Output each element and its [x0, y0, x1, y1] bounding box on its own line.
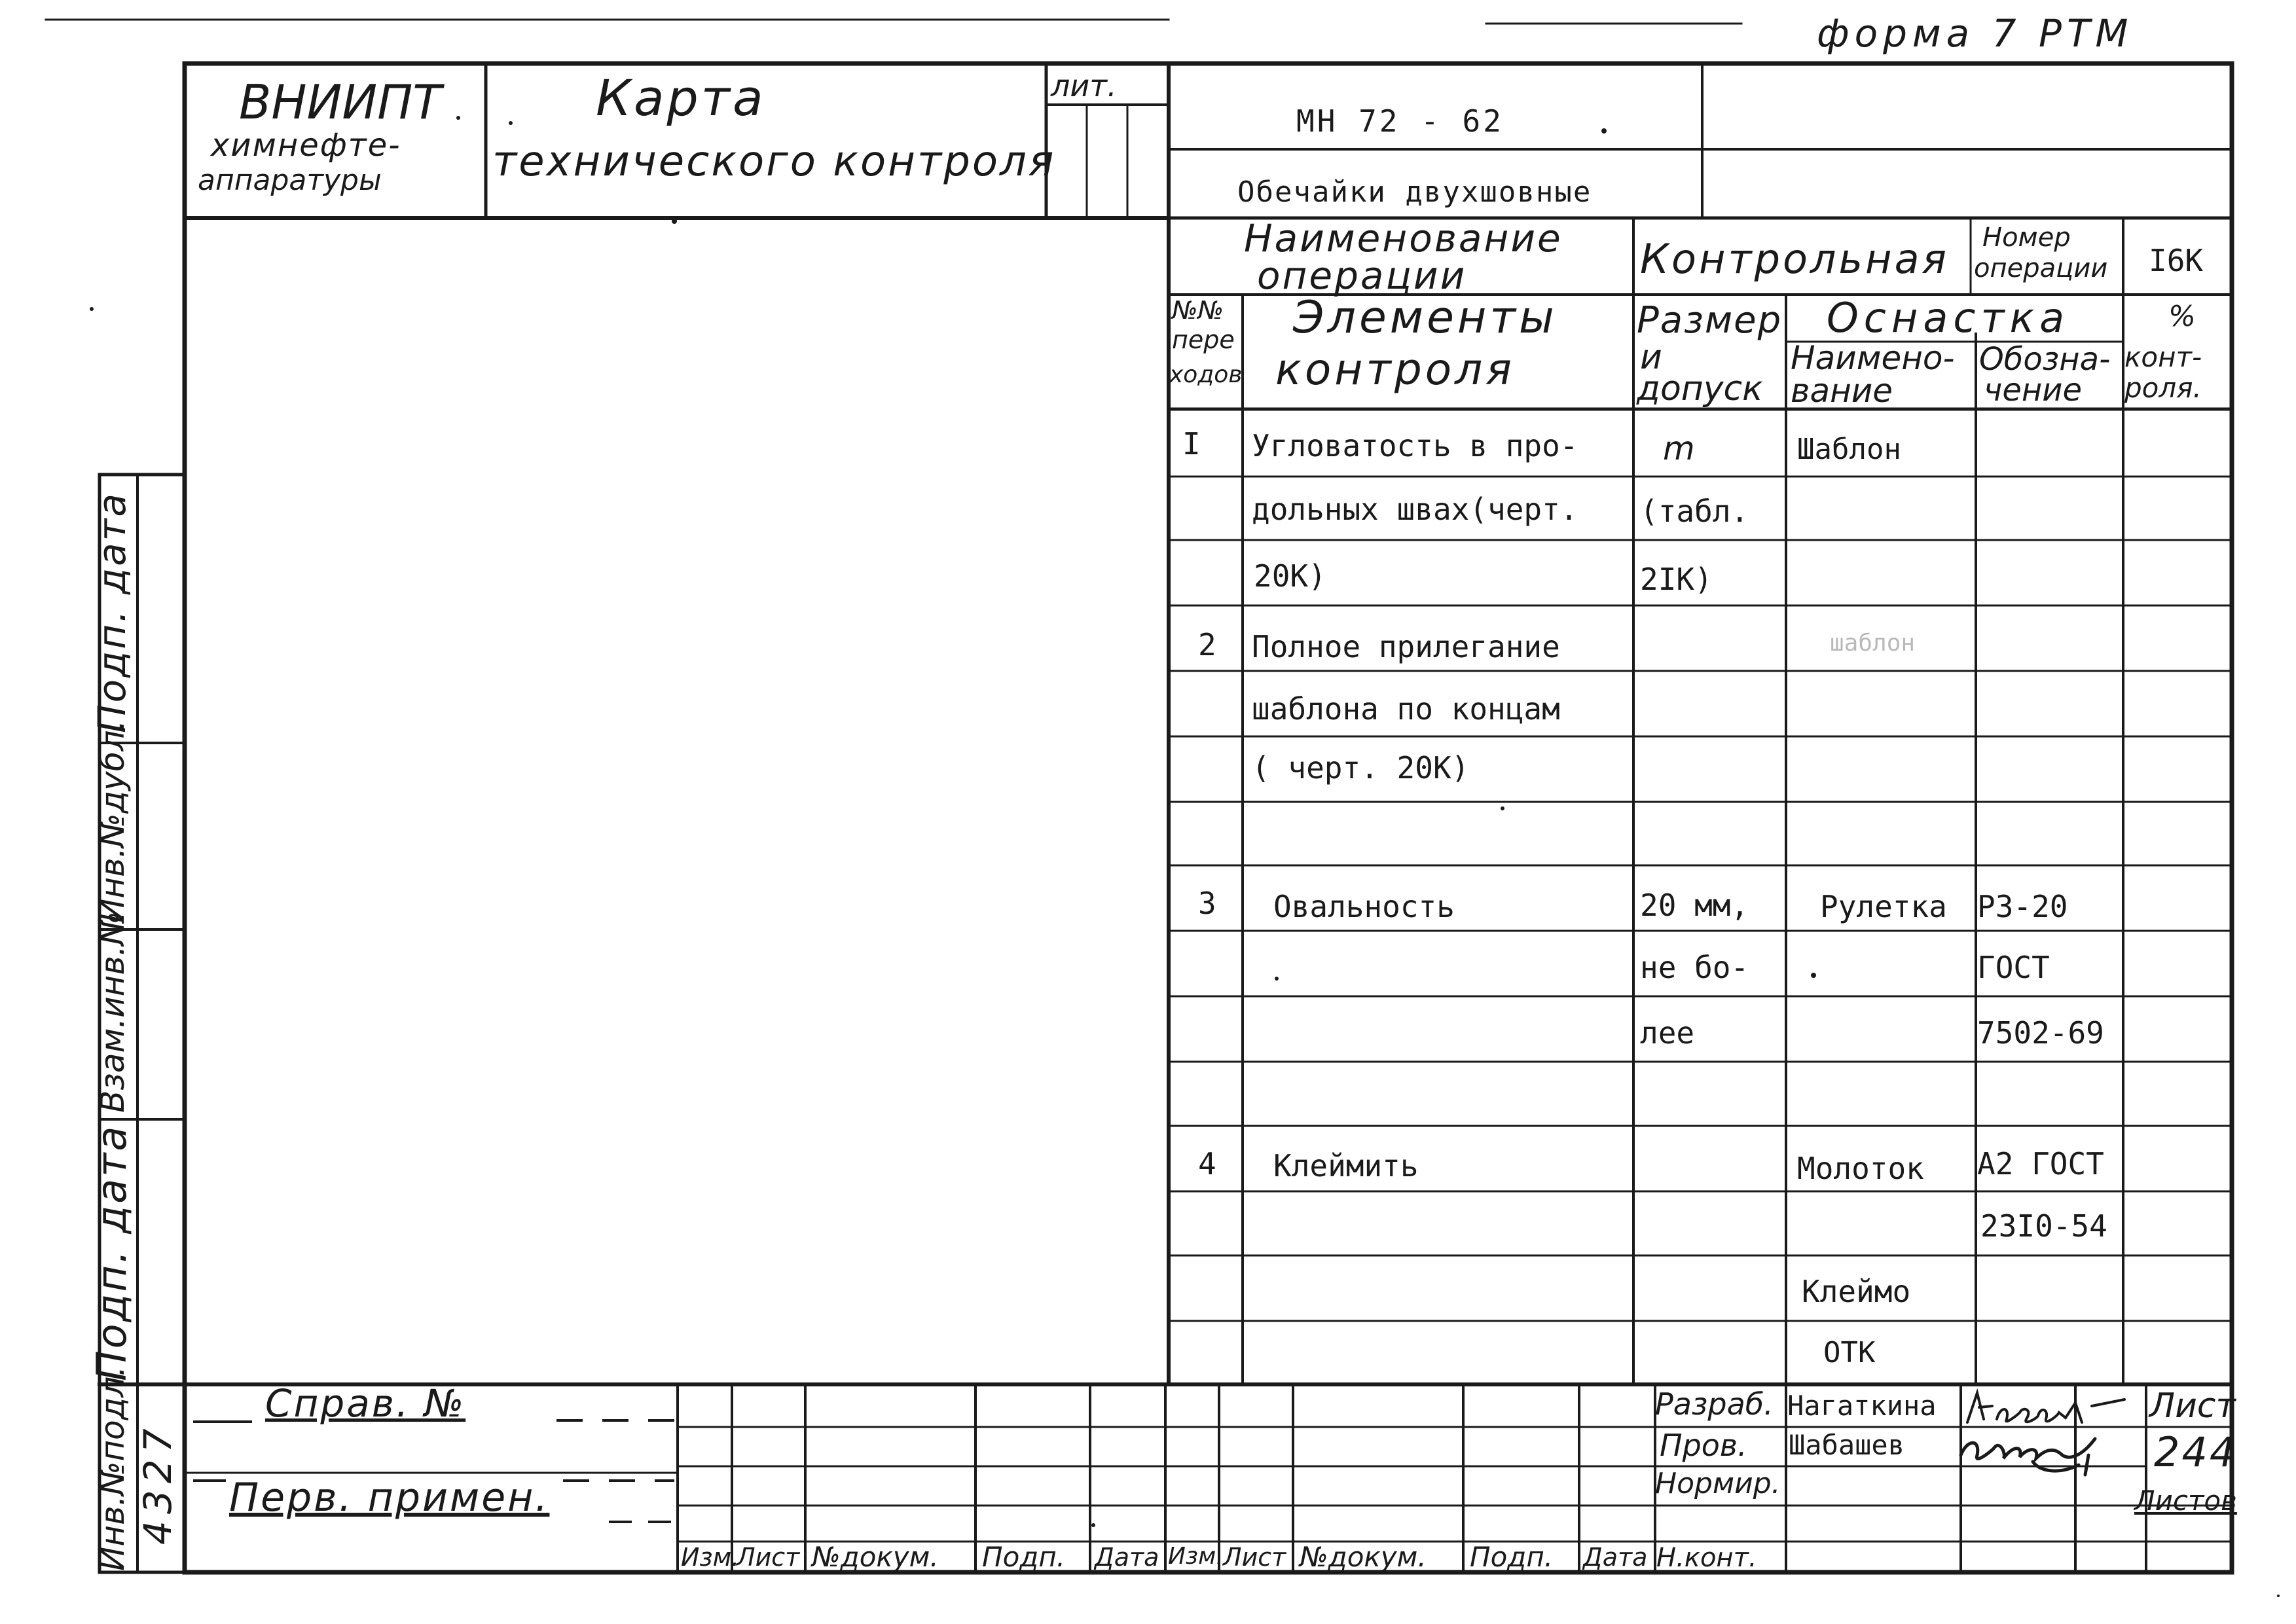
table-row-9-code: ГОСТ: [1977, 950, 2050, 985]
header-tool-name-1: Наимено-: [1791, 339, 1955, 377]
footer-col-izm-2: Изм.: [1168, 1543, 1224, 1570]
sheet-number: 244: [2154, 1428, 2238, 1476]
footer-col-data: Дата: [1095, 1543, 1159, 1572]
org-name: ВНИИПТ: [239, 75, 442, 130]
sheets-total-label: Листов: [2134, 1485, 2237, 1517]
table-row-4-step: 2: [1198, 627, 1216, 662]
header-size-1: Размер: [1637, 299, 1783, 342]
org-subtitle-1: химнефте-: [211, 127, 401, 164]
table-row-12-tool: Молоток: [1797, 1151, 1924, 1186]
table-row-13-code: 23I0-54: [1980, 1208, 2107, 1244]
header-size-3: допуск: [1637, 369, 1763, 408]
razrab-name: Нагаткина: [1787, 1390, 1937, 1422]
prov-label: Пров.: [1660, 1428, 1747, 1463]
header-tool-code-2: чение: [1984, 372, 2082, 408]
table-row-10-code: 7502-69: [1977, 1015, 2104, 1051]
footer-col-ndokum: №докум.: [812, 1541, 939, 1573]
margin-inventory-number: 4327: [136, 1422, 180, 1545]
table-row-8-size: 20 мм,: [1640, 888, 1749, 923]
header-percent-3: роля.: [2124, 372, 2202, 404]
footer-col-ndokum-2: №докум.: [1300, 1541, 1427, 1573]
razrab-label: Разраб.: [1655, 1386, 1774, 1422]
lit-label: лит.: [1051, 68, 1117, 103]
header-percent-1: %: [2168, 300, 2196, 333]
outer-frame: [185, 63, 2232, 1572]
footer-col-data-2: Дата: [1583, 1543, 1648, 1572]
header-size-2: и: [1640, 338, 1662, 377]
table-row-8-tool: Рулетка: [1820, 889, 1947, 924]
margin-label-inv-dubl: Инв.№дубл.: [94, 719, 132, 923]
org-subtitle-2: аппаратуры: [198, 164, 382, 197]
header-tool-name-2: вание: [1791, 372, 1893, 410]
table-row-1-size: m: [1663, 429, 1695, 467]
table-row-12-step: 4: [1198, 1146, 1216, 1182]
header-step-no-1: №№: [1172, 296, 1224, 325]
header-tooling: Оснастка: [1827, 294, 2070, 342]
table-row-10-size: лее: [1640, 1015, 1695, 1051]
footer-col-podp-2: Подп.: [1470, 1541, 1554, 1573]
prov-name: Шабашев: [1789, 1429, 1905, 1461]
operation-name-label-2: операции: [1257, 253, 1467, 298]
operation-number-label-2: операции: [1974, 253, 2108, 283]
header-elements-1: Элементы: [1293, 292, 1558, 344]
table-row-3-size: 2IК): [1640, 562, 1713, 597]
margin-label-vzam-inv: Взам.инв.№: [94, 911, 132, 1113]
header-percent-2: конт-: [2124, 341, 2202, 373]
footer-perv-primen-label: Перв. примен.: [229, 1475, 550, 1521]
document-code: МН 72 - 62: [1296, 103, 1504, 139]
table-row-2-element: дольных швах(черт.: [1252, 492, 1578, 527]
table-row-12-element: Клеймить: [1273, 1148, 1419, 1183]
table-row-1-step: I: [1182, 426, 1201, 461]
header-step-no-3: ходов: [1169, 361, 1243, 388]
part-name: Обечайки двухшовные: [1237, 175, 1592, 209]
operation-number-value: I6К: [2149, 243, 2204, 278]
margin-label-podp-data-2: Подп. дата: [88, 1124, 136, 1381]
header-tool-code-1: Обозна-: [1979, 341, 2111, 378]
footer-col-podp: Подп.: [982, 1541, 1066, 1573]
normir-label: Нормир.: [1655, 1467, 1781, 1500]
operation-name-value: Контрольная: [1640, 235, 1949, 283]
table-row-3-element: 20К): [1254, 558, 1326, 594]
operation-number-label-1: Номер: [1982, 223, 2071, 253]
sheet-label: Лист: [2149, 1386, 2236, 1426]
signature-prov: [1954, 1426, 2105, 1478]
margin-label-podp-data-1: Подп. дата: [90, 492, 134, 733]
table-row-4-element: Полное прилегание: [1252, 629, 1560, 664]
table-row-8-element: Овальность: [1273, 889, 1455, 924]
form-label: форма 7 РТМ: [1817, 11, 2134, 56]
table-row-1-tool: Шаблон: [1797, 433, 1901, 466]
footer-col-list: Лист: [737, 1543, 800, 1572]
operation-name-label-1: Наименование: [1244, 216, 1563, 261]
scan-smudge: шаблон: [1830, 630, 1916, 657]
table-row-8-code: РЗ-20: [1977, 889, 2068, 924]
header-elements-2: контроля: [1275, 344, 1516, 395]
card-title-line2: технического контроля: [492, 137, 1056, 186]
table-row-6-element: ( черт. 20К): [1252, 750, 1470, 785]
table-row-2-size: (табл.: [1640, 494, 1749, 529]
table-row-14-tool: Клеймо: [1802, 1274, 1911, 1309]
margin-label-inv-podl: Инв.№подл.: [94, 1365, 132, 1571]
table-row-15-tool: ОТК: [1823, 1336, 1876, 1369]
header-step-no-2: пере: [1172, 325, 1235, 354]
footer-col-list-2: Лист: [1223, 1543, 1286, 1572]
table-row-1-element: Угловатость в про-: [1252, 428, 1578, 463]
card-title-line1: Карта: [596, 69, 766, 127]
table-row-8-step: 3: [1198, 886, 1216, 921]
footer-sprav-label: Справ. №: [265, 1381, 466, 1426]
table-row-9-size: не бо-: [1640, 950, 1749, 985]
footer-nkont-label: Н.конт.: [1656, 1543, 1757, 1573]
table-row-12-code: А2 ГОСТ: [1977, 1146, 2104, 1182]
table-row-5-element: шаблона по концам: [1252, 691, 1560, 727]
footer-col-izm: Изм.: [681, 1543, 740, 1572]
